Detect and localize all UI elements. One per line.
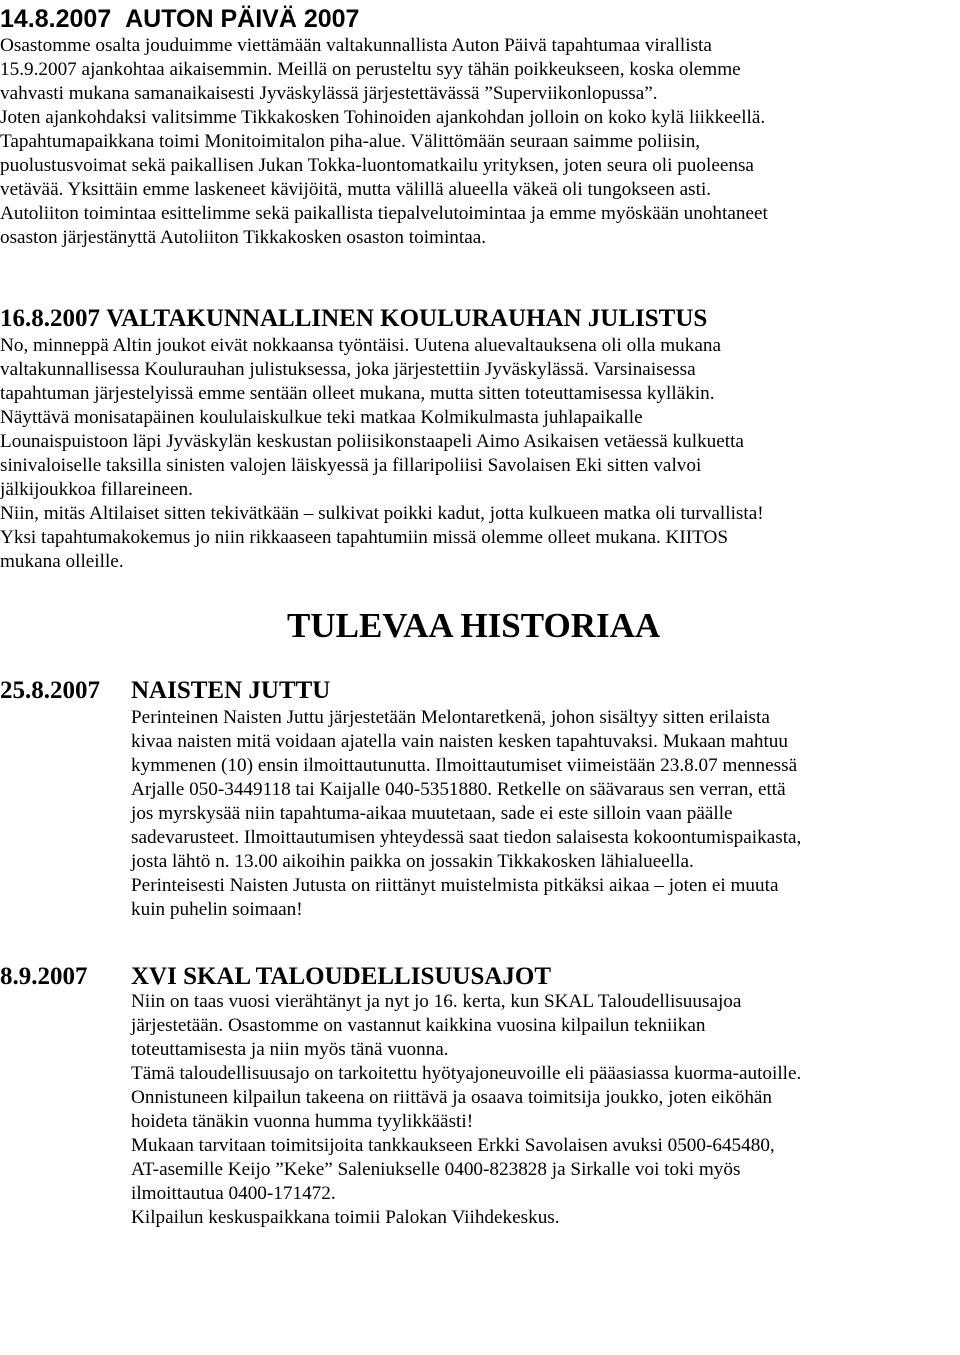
- page-title: TULEVAA HISTORIAA: [287, 606, 661, 645]
- paragraph-line: Niin on taas vuosi vierähtänyt ja nyt jo 16. kerta, kun SKAL Taloudellisuusajoa: [131, 991, 742, 1012]
- paragraph-line: josta lähtö n. 13.00 aikoihin paikka on jossakin Tikkakosken lähialueella.: [131, 851, 694, 872]
- paragraph-line: Autoliiton toimintaa esittelimme sekä paikallista tiepalvelutoimintaa ja emme myöskään unohtaneet: [0, 203, 768, 224]
- paragraph-line: vahvasti mukana samanaikaisesti Jyväskylässä järjestettävässä ”Superviikonlopussa”.: [0, 83, 658, 104]
- paragraph-line: ilmoittautua 0400-171472.: [131, 1183, 336, 1204]
- paragraph-line: kivaa naisten mitä voidaan ajatella vain naisten kesken tapahtuvaksi. Mukaan mahtuu: [131, 731, 788, 752]
- paragraph-line: sadevarusteet. Ilmoittautumisen yhteydessä saat tiedon salaisesta kokoontumispaikasta,: [131, 827, 802, 848]
- paragraph-line: kuin puhelin soimaan!: [131, 899, 303, 920]
- paragraph-line: toteuttamisesta ja niin myös tänä vuonna.: [131, 1039, 449, 1060]
- section-title: VALTAKUNNALLINEN KOULURAUHAN JULISTUS: [106, 305, 708, 332]
- paragraph-line: jälkijoukkoa fillareineen.: [0, 479, 193, 500]
- paragraph-line: Perinteinen Naisten Juttu järjestetään Melontaretkenä, johon sisältyy sitten erilaista: [131, 707, 770, 728]
- paragraph-line: Lounaispuistoon läpi Jyväskylän keskustan poliisikonstaapeli Aimo Asikaisen vetäessä kulkuetta: [0, 431, 744, 452]
- section-heading-koulurauha: [0, 304, 707, 334]
- section-date: 14.8.2007: [0, 5, 112, 33]
- paragraph-line: Näyttävä monisatapäinen koululaiskulkue teki matkaa Kolmikulmasta juhlapaikalle: [0, 407, 643, 428]
- paragraph-line: hoideta tänäkin vuonna humma tyylikkäästi!: [131, 1111, 474, 1132]
- paragraph-line: jos myrskysää niin tapahtuma-aikaa muutetaan, sade ei este silloin vaan päälle: [131, 803, 733, 824]
- paragraph-line: AT-asemille Keijo ”Keke” Saleniukselle 0400-823828 ja Sirkalle voi toki myös: [131, 1159, 741, 1180]
- section-date: 16.8.2007: [0, 305, 100, 332]
- paragraph-line: mukana olleille.: [0, 551, 124, 572]
- section-date-skal: 8.9.2007: [0, 963, 88, 990]
- paragraph-line: 15.9.2007 ajankohtaa aikaisemmin. Meillä on perusteltu syy tähän poikkeukseen, koska olemme: [0, 59, 741, 80]
- paragraph-line: Yksi tapahtumakokemus jo niin rikkaaseen tapahtumiin missä olemme olleet mukana. KIITOS: [0, 527, 729, 548]
- paragraph-line: puolustusvoimat sekä paikallisen Jukan Tokka-luontomatkailu yrityksen, joten seura oli puoleensa: [0, 155, 754, 176]
- paragraph-line: Tapahtumapaikkana toimi Monitoimitalon piha-alue. Välittömään seuraan saimme poliisin,: [0, 131, 701, 152]
- paragraph-line: Arjalle 050-3449118 tai Kaijalle 040-5351880. Retkelle on säävaraus sen verran, että: [131, 779, 786, 800]
- paragraph-line: Onnistuneen kilpailun takeena on riittävä ja osaava toimitsija joukko, joten eiköhän: [131, 1087, 773, 1108]
- paragraph-line: No, minneppä Altin joukot eivät nokkaansa työntäisi. Uutena aluevaltauksena oli olla mukana: [0, 335, 721, 356]
- paragraph-line: Kilpailun keskuspaikkana toimii Palokan Viihdekeskus.: [131, 1207, 560, 1228]
- section-title-skal: XVI SKAL TALOUDELLISUUSAJOT: [131, 963, 552, 990]
- section-title-naisten-juttu: NAISTEN JUTTU: [131, 677, 331, 704]
- section-title: AUTON PÄIVÄ 2007: [125, 5, 360, 33]
- paragraph-line: järjestetään. Osastomme on vastannut kaikkina vuosina kilpailun tekniikan: [131, 1015, 706, 1036]
- paragraph-line: vetävää. Yksittäin emme laskeneet kävijöitä, mutta välillä alueella väkeä oli tungokseen asti.: [0, 179, 712, 200]
- paragraph-line: Tämä taloudellisuusajo on tarkoitettu hyötyajoneuvoille eli pääasiassa kuorma-autoille.: [131, 1063, 802, 1084]
- section-date-naisten-juttu: 25.8.2007: [0, 677, 100, 704]
- paragraph-line: valtakunnallisessa Koulurauhan julistuksessa, joka järjestettiin Jyväskylässä. Varsinaisessa: [0, 359, 696, 380]
- paragraph-line: tapahtuman järjestelyissä emme sentään olleet mukana, mutta sitten toteuttamisessa kylläkin.: [0, 383, 715, 404]
- paragraph-line: Osastomme osalta jouduimme viettämään valtakunnallista Auton Päivä tapahtumaa virallista: [0, 35, 712, 56]
- paragraph-line: Niin, mitäs Altilaiset sitten tekivätkään – sulkivat poikki kadut, jotta kulkueen matka oli turvallista!: [0, 503, 764, 524]
- section-heading-auton-paiva: [0, 4, 359, 34]
- paragraph-line: sinivaloiselle taksilla sinisten valojen läiskyessä ja fillaripoliisi Savolaisen Eki sitten valvoi: [0, 455, 702, 476]
- paragraph-line: Perinteisesti Naisten Jutusta on riittänyt muistelmista pitkäksi aikaa – joten ei muuta: [131, 875, 779, 896]
- paragraph-line: Joten ajankohdaksi valitsimme Tikkakosken Tohinoiden ajankohdan jolloin on koko kylä liikkeellä.: [0, 107, 766, 128]
- paragraph-line: kymmenen (10) ensin ilmoittautunutta. Ilmoittautumiset viimeistään 23.8.07 mennessä: [131, 755, 798, 776]
- paragraph-line: Mukaan tarvitaan toimitsijoita tankkaukseen Erkki Savolaisen avuksi 0500-645480,: [131, 1135, 775, 1156]
- paragraph-line: osaston järjestänyttä Autoliiton Tikkakosken osaston toimintaa.: [0, 227, 487, 248]
